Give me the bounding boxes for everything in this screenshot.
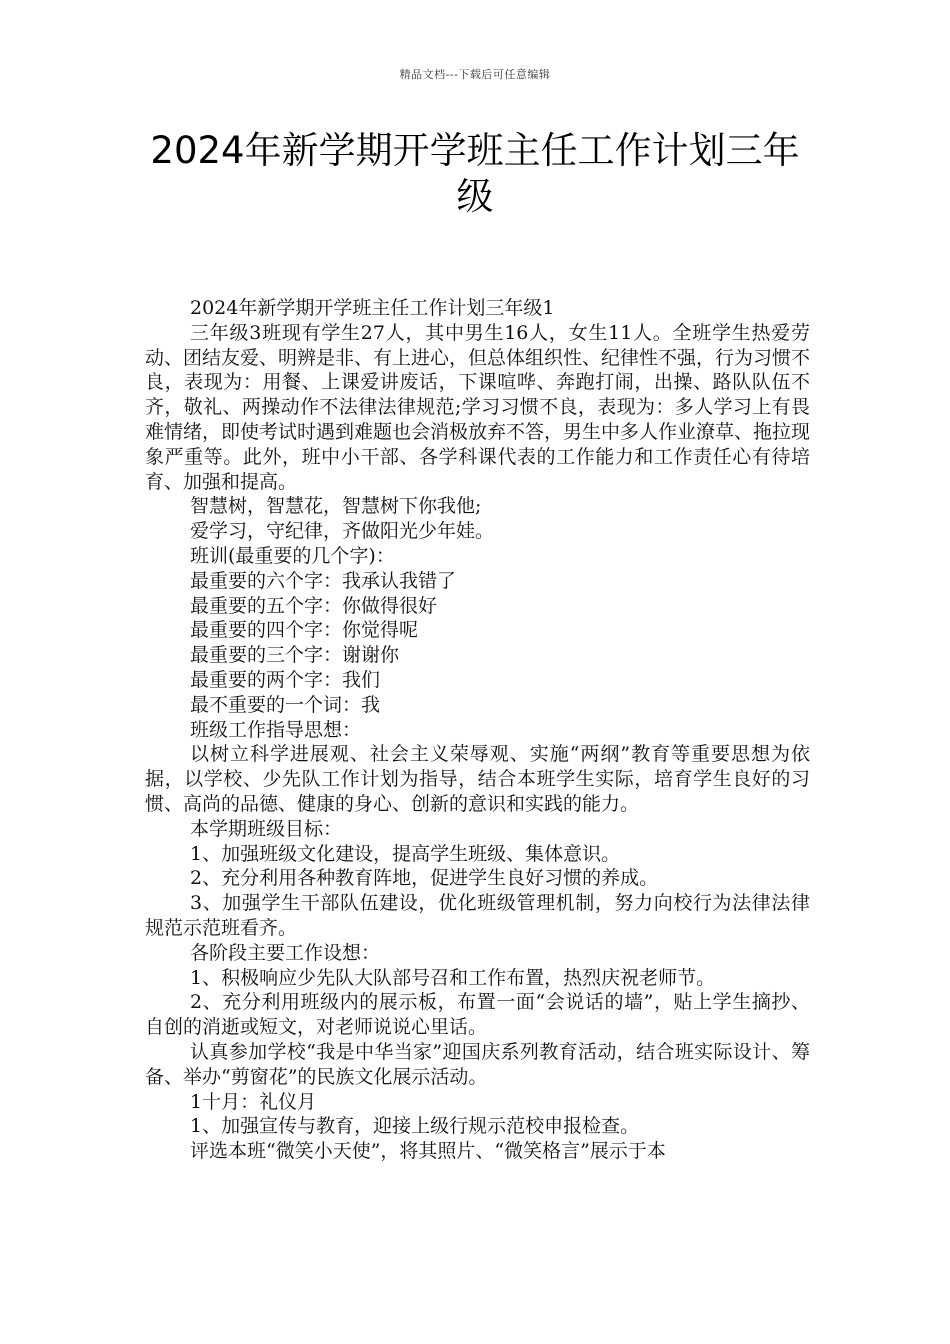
class-motto-line-2: 爱学习，守纪律，齐做阳光少年娃。: [190, 520, 495, 543]
precept-item: 最不重要的一个词：我: [190, 693, 381, 716]
class-motto-line-1: 智慧树，智慧花，智慧树下你我他;: [190, 495, 482, 518]
precept-item: 最重要的六个字：我承认我错了: [190, 569, 457, 592]
precept-item: 最重要的两个字：我们: [190, 668, 381, 691]
class-overview-paragraph: 三年级3班现有学生27人，其中男生16人，女生11人。全班学生热爱劳动、团结友爱、明辨是非、有上进心，但总体组织性、纪律性不强，行为习惯不良，表现为：用餐、上课爱讲废话，下课喧哗、奔跑打闹，出操、路队队伍不齐，敬礼、两操动作不法律法律规范;学习习惯不良，表现为：多人学习上有畏难情绪，即使考试时遇到难题也会消极放弃不答，男生中多人作业潦草、拖拉现象严重等。此外，班中小干部、各学科课代表的工作能力和工作责任心有待培育、加强和提高。: [145, 321, 811, 493]
october-item: 评选本班“微笑小天使”，将其照片、“微笑格言”展示于本: [190, 1140, 666, 1163]
goal-item: 2、充分利用各种教育阵地，促进学生良好习惯的养成。: [190, 867, 659, 890]
page-header-note: 精品文档---下载后可任意编辑: [399, 68, 551, 81]
work-plan-item: 2、充分利用班级内的展示板，布置一面“会说话的墙”，贴上学生摘抄、自创的消逝或短文，对老师说说心里话。: [145, 991, 810, 1039]
section-subtitle: 2024年新学期开学班主任工作计划三年级1: [190, 297, 555, 319]
guiding-thought-heading: 班级工作指导思想：: [190, 718, 362, 741]
class-precepts-heading: 班训(最重要的几个字)：: [190, 544, 395, 567]
document-body: [145, 296, 810, 1164]
work-plan-item: 1、积极响应少先队大队部号召和工作布置，热烈庆祝老师节。: [190, 966, 716, 989]
guiding-thought-paragraph: 以树立科学进展观、社会主义荣辱观、实施“两纲”教育等重要思想为依据，以学校、少先队工作计划为指导，结合本班学生实际，培育学生良好的习惯、高尚的品德、健康的身心、创新的意识和实践的能力。: [145, 743, 810, 815]
october-item: 1、加强宣传与教育，迎接上级行规示范校申报检查。: [190, 1115, 640, 1138]
goal-item: 1、加强班级文化建设，提高学生班级、集体意识。: [190, 842, 621, 865]
precept-item: 最重要的四个字：你觉得呢: [190, 619, 419, 642]
october-heading: 1十月：礼仪月: [190, 1090, 317, 1113]
document-title: 2024年新学期开学班主任工作计划三年级: [150, 129, 800, 218]
precept-item: 最重要的三个字：谢谢你: [190, 644, 400, 667]
precept-item: 最重要的五个字：你做得很好: [190, 594, 438, 617]
goal-item: 3、加强学生干部队伍建设，优化班级管理机制，努力向校行为法律法律规范示范班看齐。: [145, 892, 810, 939]
semester-goals-heading: 本学期班级目标：: [190, 817, 343, 840]
work-plan-item: 认真参加学校“我是中华当家”迎国庆系列教育活动，结合班实际设计、筹备、举办“剪窗花”的民族文化展示活动。: [145, 1040, 810, 1088]
work-plan-heading: 各阶段主要工作设想：: [190, 941, 381, 964]
